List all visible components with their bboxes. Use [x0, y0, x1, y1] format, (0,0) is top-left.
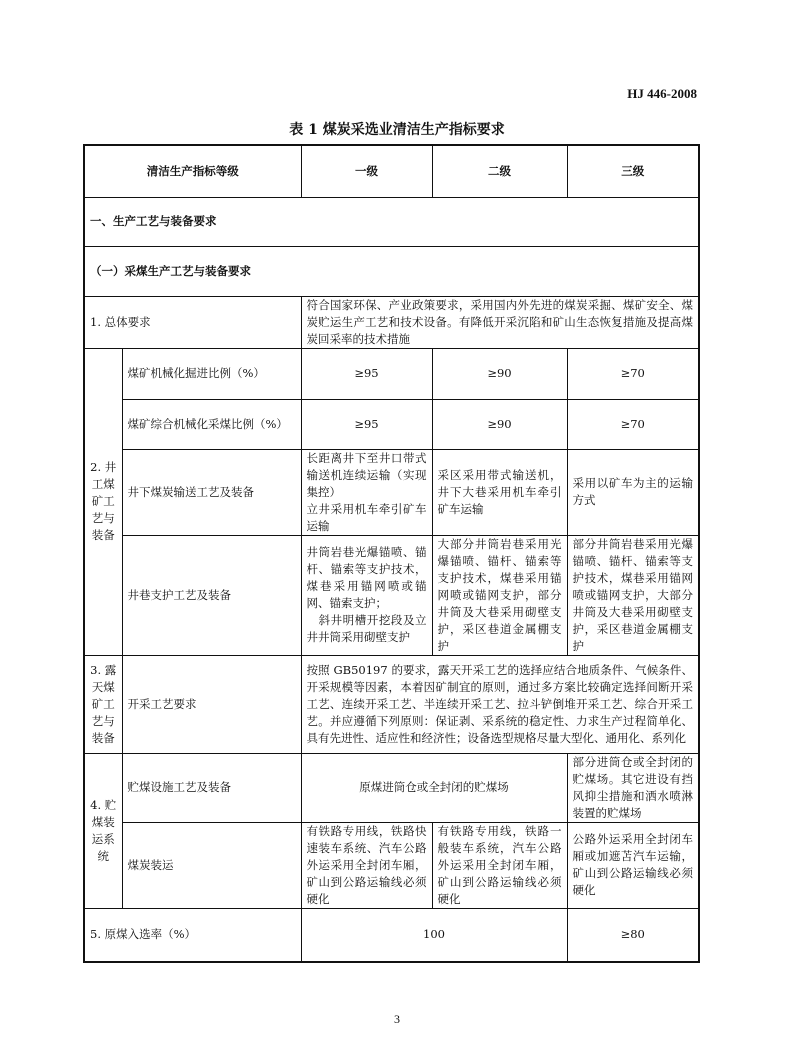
- table-row: [84, 908, 699, 962]
- subsection-heading: （一）采煤生产工艺与装备要求: [84, 246, 699, 296]
- cell-level3: 公路外运采用全封闭车厢或加遮苫汽车运输，矿山到公路运输线必须硬化: [567, 822, 699, 908]
- table-row: [84, 348, 699, 399]
- table-header-row: [84, 145, 699, 197]
- general-label: 1. 总体要求: [84, 296, 301, 348]
- cell-level1: 井筒岩巷光爆锚喷、锚杆、锚索等支护技术，煤巷采用锚网喷或锚网、锚索支护； 斜井明槽开挖段及立井井筒采用砌壁支护: [301, 535, 432, 655]
- row-label: 井下煤炭输送工艺及装备: [122, 449, 301, 535]
- cell-level3: ≥80: [567, 908, 699, 962]
- cell-level3: ≥70: [567, 348, 699, 399]
- cell-level3: 部分井筒岩巷采用光爆锚喷、锚杆、锚索等支护技术，煤巷采用锚网喷或锚网支护，大部分井筒及大巷采用砌壁支护，采区巷道金属棚支护: [567, 535, 699, 655]
- cell-level3: 采用以矿车为主的运输方式: [567, 449, 699, 535]
- section-heading: 一、生产工艺与装备要求: [84, 197, 699, 246]
- table-row: [84, 822, 699, 908]
- cell-level1: 长距离井下至井口带式输送机连续运输（实现集控） 立井采用机车牵引矿车运输: [301, 449, 432, 535]
- row-label: 煤矿综合机械化采煤比例（%）: [122, 399, 301, 449]
- cell-level2: ≥90: [432, 348, 567, 399]
- header-level1: 一级: [301, 145, 432, 197]
- cell-level3: ≥70: [567, 399, 699, 449]
- cell-level2: 大部分井筒岩巷采用光爆锚喷、锚杆、锚索等支护技术，煤巷采用锚网喷或锚网支护，部分井筒及大巷采用砌壁支护，采区巷道金属棚支护: [432, 535, 567, 655]
- cell-level12: 100: [301, 908, 567, 962]
- cell-level12: 原煤进筒仓或全封闭的贮煤场: [301, 753, 567, 822]
- table-row: [84, 753, 699, 822]
- document-number: HJ 446-2008: [627, 86, 697, 101]
- header-level3: 三级: [567, 145, 699, 197]
- cell-level2: 采区采用带式输送机，井下大巷采用机车牵引矿车运输: [432, 449, 567, 535]
- row-label: 贮煤设施工艺及装备: [122, 753, 301, 822]
- table-title: 表 1 煤炭采选业清洁生产指标要求: [289, 122, 505, 138]
- row-label: 煤炭装运: [122, 822, 301, 908]
- cell-level1: 有铁路专用线，铁路快速装车系统、汽车公路外运采用全封闭车厢，矿山到公路运输线必须硬化: [301, 822, 432, 908]
- cell-level2: ≥90: [432, 399, 567, 449]
- cell-level1: ≥95: [301, 348, 432, 399]
- header-indicator: 清洁生产指标等级: [84, 145, 301, 197]
- page-number: 3: [394, 1012, 400, 1026]
- opencast-text: 按照 GB50197 的要求，露天开采工艺的选择应结合地质条件、气候条件、开采规模等因素，本着因矿制宜的原则，通过多方案比较确定选择间断开采工艺、连续开采工艺、半连续开采工艺、拉斗铲倒堆开采工艺、综合开采工艺。并应遵循下列原则：保证剥、采系统的稳定性、力求生产过程简单化、具有先进性、适应性和经济性；设备选型规格尽量大型化、通用化、系列化: [301, 655, 699, 753]
- cell-level2: 有铁路专用线，铁路一般装车系统，汽车公路外运采用全封闭车厢，矿山到公路运输线必须硬化: [432, 822, 567, 908]
- row-label: 5. 原煤入选率（%）: [84, 908, 301, 962]
- table-row: [84, 535, 699, 655]
- header-level2: 二级: [432, 145, 567, 197]
- indicator-table: [83, 144, 700, 963]
- general-text: 符合国家环保、产业政策要求，采用国内外先进的煤炭采掘、煤矿安全、煤炭贮运生产工艺和技术设备。有降低开采沉陷和矿山生态恢复措施及提高煤炭回采率的技术措施: [301, 296, 699, 348]
- group-underground: 2. 井工煤矿工艺与装备: [84, 348, 122, 655]
- table-row: [84, 655, 699, 753]
- row-label: 井巷支护工艺及装备: [122, 535, 301, 655]
- table-row: [84, 399, 699, 449]
- row-label: 开采工艺要求: [122, 655, 301, 753]
- cell-level3: 部分进筒仓或全封闭的贮煤场。其它进设有挡风抑尘措施和洒水喷淋装置的贮煤场: [567, 753, 699, 822]
- group-opencast: 3. 露天煤矿工艺与装备: [84, 655, 122, 753]
- table-row: [84, 449, 699, 535]
- table-row: [84, 296, 699, 348]
- row-label: 煤矿机械化掘进比例（%）: [122, 348, 301, 399]
- group-storage: 4. 贮煤装运系统: [84, 753, 122, 908]
- cell-level1: ≥95: [301, 399, 432, 449]
